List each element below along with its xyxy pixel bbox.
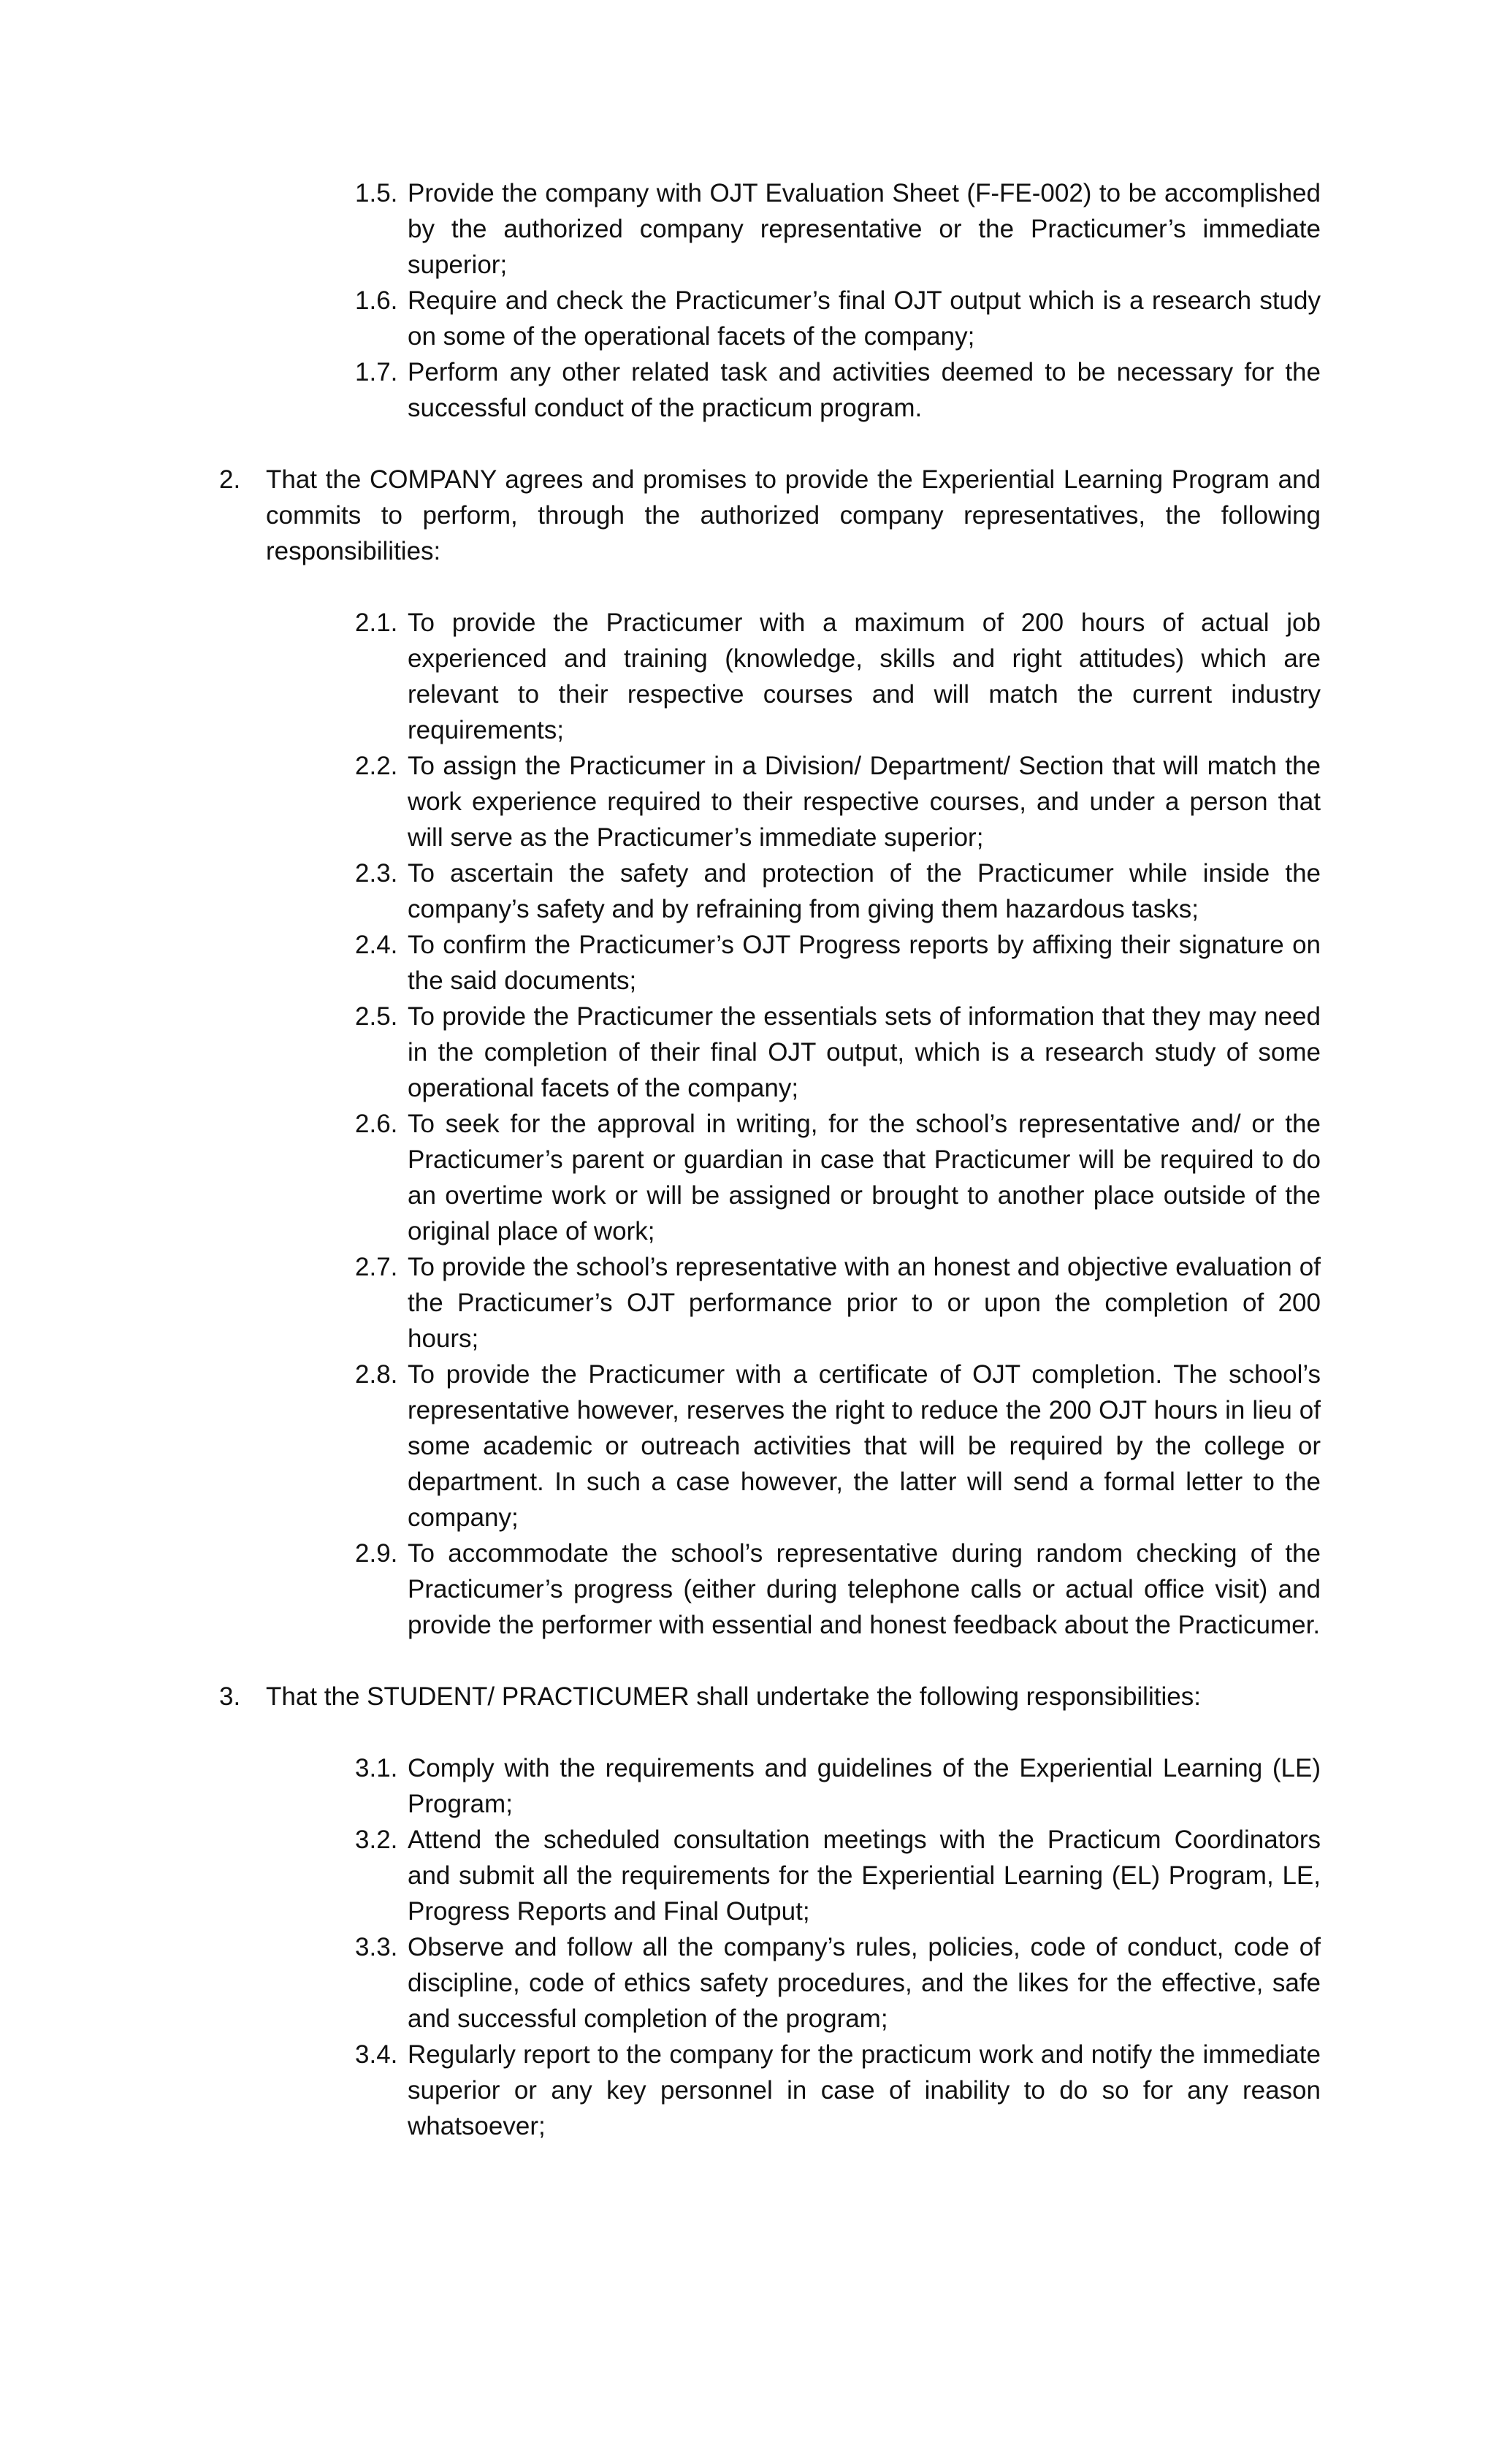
- spacer: [219, 1714, 1321, 1750]
- list-item-2-7: [355, 1249, 1321, 1357]
- item-text: To provide the Practicumer with a certificate of OJT completion. The school’s representative however, reserves the right to reduce the 200 OJT hours in lieu of some academic or outreach activities that will be required by the college or department. In such a case however, the latter will send a formal letter to the company;: [408, 1360, 1321, 1532]
- item-number: 3.1.: [355, 1754, 398, 1782]
- item-number: 2.3.: [355, 859, 398, 888]
- item-text: To assign the Practicumer in a Division/ Department/ Section that will match the work experience required to their respective courses, and under a person that will serve as the Practicumer’s immediate superior;: [408, 752, 1321, 852]
- item-text: To provide the Practicumer the essentials sets of information that they may need in the completion of their final OJT output, which is a research study of some operational facets of the company;: [408, 1002, 1321, 1102]
- section-number: 3.: [219, 1682, 241, 1711]
- item-number: 2.6.: [355, 1110, 398, 1138]
- item-number: 1.5.: [355, 179, 398, 207]
- item-number: 2.9.: [355, 1539, 398, 1568]
- item-number: 2.4.: [355, 931, 398, 959]
- list-item-3-1: [355, 1750, 1321, 1822]
- list-item-2-1: [355, 605, 1321, 748]
- list-item-2-5: [355, 999, 1321, 1106]
- list-item-1-6: [355, 283, 1321, 354]
- item-text: Provide the company with OJT Evaluation Sheet (F-FE-002) to be accomplished by the authorized company representative or the Practicumer’s immediate superior;: [408, 179, 1321, 279]
- item-text: To ascertain the safety and protection of the Practicumer while inside the company’s safety and by refraining from giving them hazardous tasks;: [408, 859, 1321, 923]
- list-item-1-5: [355, 175, 1321, 283]
- spacer: [219, 569, 1321, 605]
- list-item-2-2: [355, 748, 1321, 855]
- spacer: [219, 426, 1321, 462]
- list-item-2-9: [355, 1536, 1321, 1643]
- item-text: Attend the scheduled consultation meetings with the Practicum Coordinators and submit all the requirements for the Experiential Learning (EL) Program, LE, Progress Reports and Final Output;: [408, 1826, 1321, 1926]
- list-item-3-2: [355, 1822, 1321, 1929]
- list-item-3-4: [355, 2037, 1321, 2144]
- item-number: 2.5.: [355, 1002, 398, 1031]
- list-item-2-8: [355, 1357, 1321, 1536]
- item-text: Regularly report to the company for the practicum work and notify the immediate superior or any key personnel in case of inability to do so for any reason whatsoever;: [408, 2040, 1321, 2140]
- section-2-heading: [219, 462, 1321, 569]
- list-item-3-3: [355, 1929, 1321, 2037]
- item-text: Observe and follow all the company’s rules, policies, code of conduct, code of discipline, code of ethics safety procedures, and the likes for the effective, safe and successful completion of the program;: [408, 1933, 1321, 2033]
- section-1-sublist: [219, 175, 1321, 426]
- item-text: Comply with the requirements and guidelines of the Experiential Learning (LE) Program;: [408, 1754, 1321, 1818]
- item-number: 1.7.: [355, 358, 398, 386]
- item-number: 3.2.: [355, 1826, 398, 1854]
- item-text: To provide the school’s representative with an honest and objective evaluation of the Practicumer’s OJT performance prior to or upon the completion of 200 hours;: [408, 1253, 1321, 1353]
- item-number: 2.7.: [355, 1253, 398, 1281]
- list-item-2-4: [355, 927, 1321, 999]
- item-text: To provide the Practicumer with a maximum of 200 hours of actual job experienced and training (knowledge, skills and right attitudes) which are relevant to their respective courses and will match the current industry requirements;: [408, 609, 1321, 744]
- section-3-heading: [219, 1679, 1321, 1714]
- spacer: [219, 1643, 1321, 1679]
- list-item-2-6: [355, 1106, 1321, 1249]
- item-number: 2.2.: [355, 752, 398, 780]
- item-text: To confirm the Practicumer’s OJT Progress reports by affixing their signature on the said documents;: [408, 931, 1321, 995]
- item-number: 3.4.: [355, 2040, 398, 2069]
- section-3-sublist: [219, 1750, 1321, 2144]
- document-body: [219, 175, 1321, 2144]
- item-number: 1.6.: [355, 286, 398, 315]
- item-text: Require and check the Practicumer’s final OJT output which is a research study on some of the operational facets of the company;: [408, 286, 1321, 351]
- list-item-2-3: [355, 855, 1321, 927]
- item-text: To accommodate the school’s representative during random checking of the Practicumer’s progress (either during telephone calls or actual office visit) and provide the performer with essential and honest feedback about the Practicumer.: [408, 1539, 1321, 1639]
- item-number: 2.1.: [355, 609, 398, 637]
- list-item-1-7: [355, 354, 1321, 426]
- item-number: 3.3.: [355, 1933, 398, 1961]
- section-number: 2.: [219, 465, 241, 494]
- section-2-sublist: [219, 605, 1321, 1643]
- item-number: 2.8.: [355, 1360, 398, 1389]
- section-text: That the COMPANY agrees and promises to provide the Experiential Learning Program and commits to perform, through the authorized company representatives, the following responsibilities:: [266, 465, 1321, 565]
- item-text: To seek for the approval in writing, for the school’s representative and/ or the Practicumer’s parent or guardian in case that Practicumer will be required to do an overtime work or will be assigned or brought to another place outside of the original place of work;: [408, 1110, 1321, 1246]
- section-text: That the STUDENT/ PRACTICUMER shall undertake the following responsibilities:: [266, 1682, 1201, 1711]
- item-text: Perform any other related task and activities deemed to be necessary for the successful conduct of the practicum program.: [408, 358, 1321, 422]
